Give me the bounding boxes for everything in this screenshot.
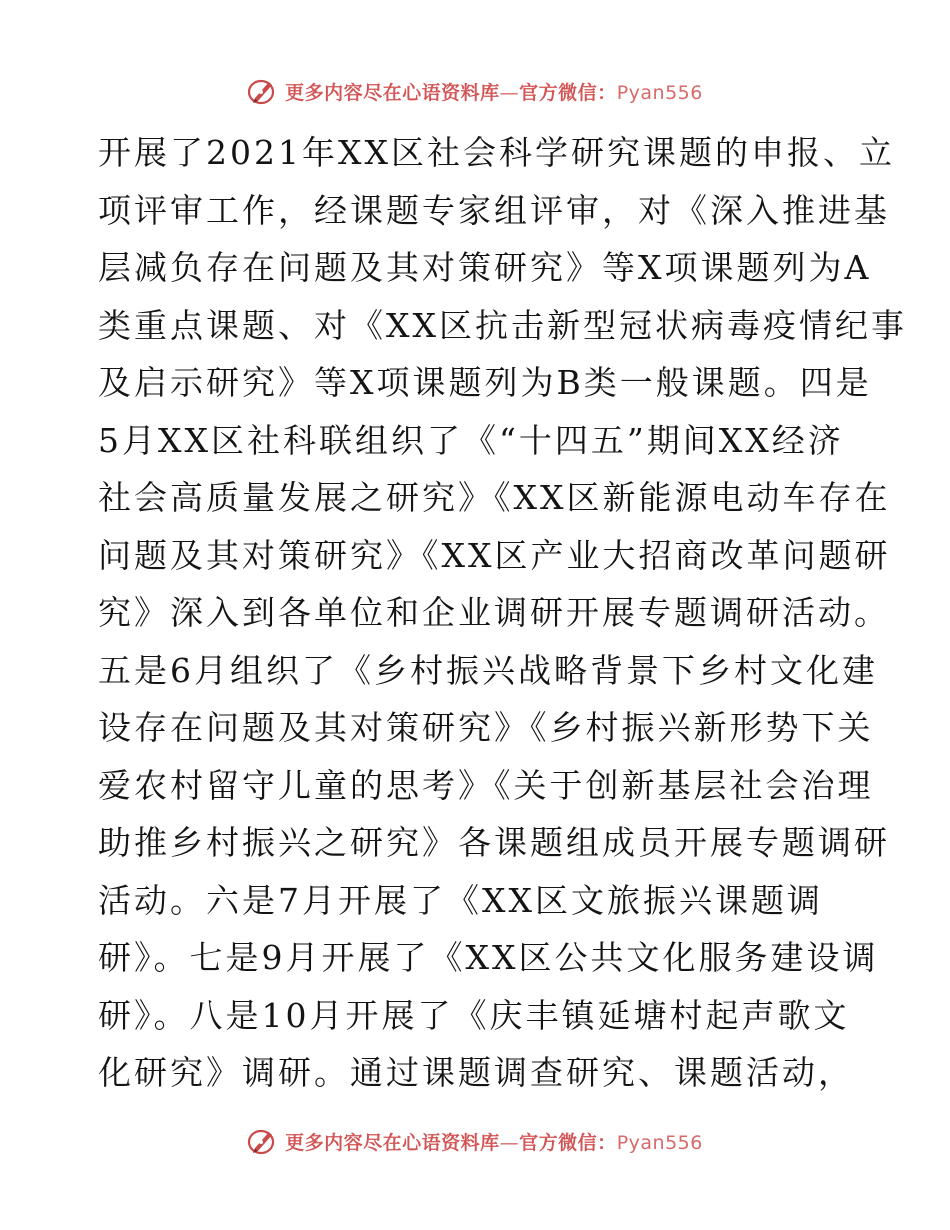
watermark-main-text: 更多内容尽在心语资料库 bbox=[285, 1131, 500, 1154]
header-watermark bbox=[0, 76, 950, 106]
watermark-main-text: 更多内容尽在心语资料库 bbox=[285, 81, 500, 104]
paragraph-line: 研》。七是9月开展了《XX区公共文化服务建设调 bbox=[98, 938, 879, 977]
watermark-text bbox=[285, 78, 703, 105]
watermark-separator: — bbox=[499, 1131, 520, 1154]
paragraph-line: 及启示研究》等X项课题列为B类一般课题。四是 bbox=[98, 363, 872, 402]
pen-logo-icon bbox=[247, 76, 279, 106]
paragraph-line: 助推乡村振兴之研究》各课题组成员开展专题调研 bbox=[98, 823, 890, 862]
footer-watermark bbox=[0, 1126, 950, 1156]
paragraph-line: 爱农村留守儿童的思考》《关于创新基层社会治理 bbox=[98, 765, 874, 805]
watermark-separator: — bbox=[499, 81, 520, 104]
paragraph-line: 问题及其对策研究》《XX区产业大招商改革问题研 bbox=[98, 535, 891, 575]
body-paragraph bbox=[98, 124, 907, 1102]
watermark-official-label: 官方微信： bbox=[519, 1131, 617, 1154]
watermark-official-label: 官方微信： bbox=[519, 81, 617, 104]
paragraph-line: 设存在问题及其对策研究》《乡村振兴新形势下关 bbox=[98, 708, 874, 747]
paragraph-line: 类重点课题、对《XX区抗击新型冠状病毒疫情纪事 bbox=[98, 305, 907, 345]
paragraph-line: 活动。六是7月开展了《XX区文旅振兴课题调 bbox=[98, 880, 823, 920]
paragraph-line: 化研究》调研。通过课题调查研究、课题活动， bbox=[98, 1053, 854, 1092]
paragraph-line: 究》深入到各单位和企业调研开展专题调研活动。 bbox=[98, 593, 890, 632]
paragraph-line: 开展了2021年XX区社会科学研究课题的申报、立 bbox=[98, 133, 895, 172]
paragraph-line: 五是6月组织了《乡村振兴战略背景下乡村文化建 bbox=[98, 650, 878, 690]
paragraph-line: 研》。八是10月开展了《庆丰镇延塘村起声歌文 bbox=[98, 995, 850, 1035]
pen-logo-icon bbox=[247, 1126, 279, 1156]
paragraph-line: 项评审工作，经课题专家组评审，对《深入推进基 bbox=[98, 190, 890, 230]
watermark-handle: Pyan556 bbox=[616, 1131, 703, 1154]
watermark-handle: Pyan556 bbox=[616, 81, 703, 104]
watermark-text bbox=[285, 1128, 703, 1155]
paragraph-line: 层减负存在问题及其对策研究》等X项课题列为A bbox=[98, 248, 872, 287]
paragraph-line: 社会高质量发展之研究》《XX区新能源电动车存在 bbox=[98, 478, 891, 517]
paragraph-line: 5月XX区社科联组织了《“十四五”期间XX经济 bbox=[98, 420, 844, 460]
